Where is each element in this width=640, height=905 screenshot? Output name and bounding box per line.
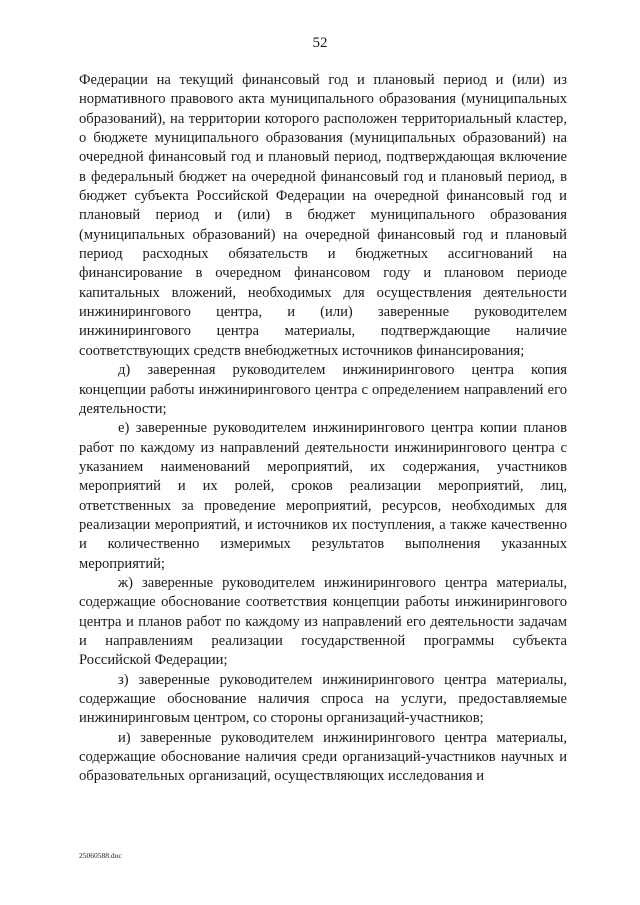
document-code-footer: 25060588.doc <box>79 851 122 860</box>
paragraph-item-e: е) заверенные руководителем инжинирингового центра копии планов работ по каждому из направлений деятельности инжинирингового центра с указанием наименований мероприятий, их содержания, участников мероприятий и их ролей, сроков реализации мероприятий, лиц, ответственных за проведение мероприятий, ресурсов, необходимых для реализации мероприятий, и источников их поступления, а также качественно и количественно измеримых результатов выполнения указанных мероприятий; <box>79 420 567 572</box>
page-number: 52 <box>312 35 328 51</box>
paragraph-item-z: з) заверенные руководителем инжинирингового центра материалы, содержащие обоснование наличия спроса на услуги, предоставляемые инжиниринговым центром, со стороны организаций-участников; <box>79 671 567 727</box>
paragraph-item-d: д) заверенная руководителем инжинирингового центра копия концепции работы инжинирингового центра с определением направлений его деятельности; <box>79 362 567 417</box>
paragraph-item-zh: ж) заверенные руководителем инжинирингового центра материалы, содержащие обоснование соответствия концепции работы инжинирингового центра и планов работ по каждому из направлений его деятельности задачам и направлениям реализации государственной программы субъекта Российской Федерации; <box>79 574 567 669</box>
paragraph-continuation: Федерации на текущий финансовый год и плановый период и (или) из нормативного правового акта муниципального образования (муниципальных образований), на территории которого расположен территориальный кластер, о бюджете муниципального образования (муниципальных образований) на очередной финансовый год и плановый период, подтверждающая включение в федеральный бюджет на очередной финансовый год и плановый период, в бюджет субъекта Российской Федерации на очередной финансовый год и плановый период и (или) в бюджет муниципального образования (муниципальных образований) на очередной финансовый год и плановый период расходных обязательств и бюджетных ассигнований на финансирование в очередном финансовом году и плановом периоде капитальных вложений, необходимых для осуществления деятельности инжинирингового центра, и (или) заверенные руководителем инжинирингового центра материалы, подтверждающие наличие соответствующих средств внебюджетных источников финансирования; <box>79 72 567 359</box>
paragraph-item-i: и) заверенные руководителем инжинирингового центра материалы, содержащие обоснование наличия среди организаций-участников научных и образовательных организаций, осуществляющих исследования и <box>79 729 567 785</box>
document-body <box>79 71 567 787</box>
